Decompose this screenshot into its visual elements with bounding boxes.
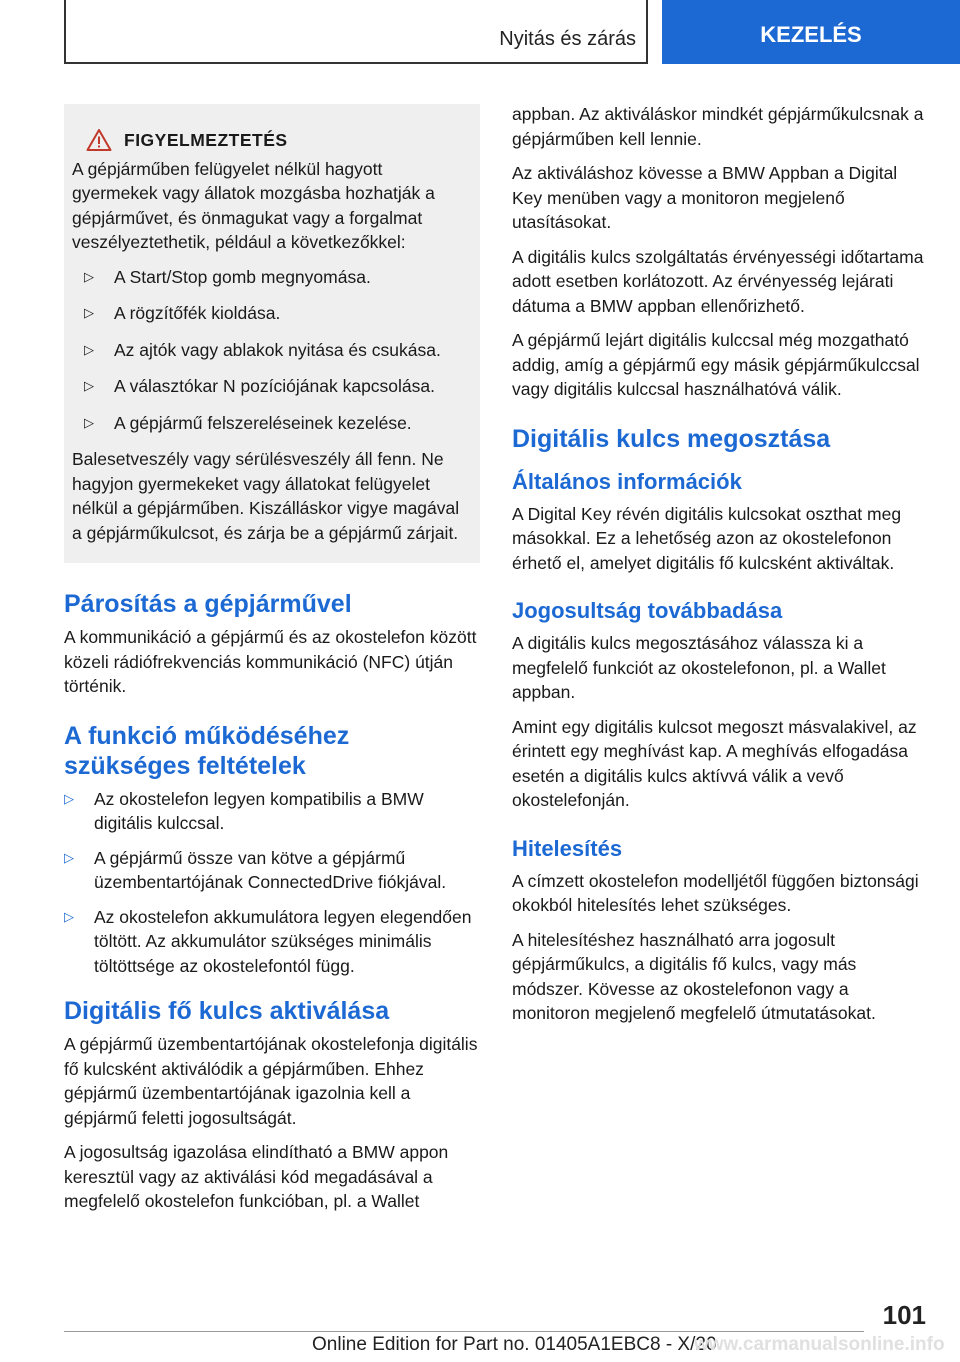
list-item-text: Az okostelefon legyen kompatibilis a BMW digitális kulccsal.	[94, 788, 424, 833]
activation-continued-4: A gépjármű lejárt digitális kulccsal még mozgatható addig, amíg a gépjármű egy másik gépjárműkulccsal vagy digitális kulccsal használhatóvá válik.	[512, 330, 920, 399]
activation-continued-1: appban. Az aktiváláskor mindkét gépjárműkulcsnak a gépjárműben kell lennie.	[512, 104, 924, 149]
chapter-tab[interactable]: KEZELÉS	[662, 0, 960, 64]
page-number: 101	[882, 1300, 926, 1330]
sharing-heading: Digitális kulcs megosztása	[512, 424, 831, 453]
requirements-list	[64, 787, 480, 979]
pairing-heading: Párosítás a gépjárművel	[64, 590, 352, 618]
pairing-text: A kommunikáció a gépjármű és az okostelefon között közeli rádiófrekvenciás kommunikáció (NFC) útján történik.	[64, 627, 477, 696]
triangle-bullet-icon: ▷	[84, 341, 94, 357]
triangle-bullet-icon: ▷	[84, 378, 94, 393]
warning-intro: A gépjárműben felügyelet nélkül hagyott gyermekek vagy állatok mozgásba hozhatják a gépjárművet, és önmagukat vagy a forgalmat veszélyeztethetik, például a következőkkel:	[72, 158, 435, 252]
list-item	[72, 338, 472, 363]
warning-icon	[86, 128, 112, 152]
triangle-bullet-icon: ▷	[84, 414, 94, 430]
triangle-bullet-icon: ▷	[84, 305, 94, 320]
list-item-text: A gépjármű össze van kötve a gépjármű üzembentartójának ConnectedDrive fiókjával.	[94, 847, 447, 892]
warning-box	[64, 104, 480, 563]
forward-paragraph-1: A digitális kulcs megosztásához válassza ki a megfelelő funkciót az okostelefonon, pl. a Wallet appban.	[512, 633, 886, 702]
list-item	[64, 905, 480, 979]
auth-paragraph-1: A címzett okostelefon modelljétől függően biztonsági okokból hitelesítés lehet szükséges.	[512, 870, 919, 915]
requirements-heading: A funkció működéséhez szükséges feltételek	[64, 721, 350, 780]
warning-list	[72, 265, 472, 436]
list-item	[72, 301, 472, 326]
list-item	[64, 846, 480, 895]
list-item-text: A választókar N pozíciójának kapcsolása.	[114, 376, 435, 396]
right-column	[512, 102, 928, 1036]
list-item-text: A Start/Stop gomb megnyomása.	[114, 266, 371, 287]
watermark: www.carmanualsonline.info	[694, 1334, 945, 1355]
general-info-text: A Digital Key révén digitális kulcsokat oszthat meg másokkal. Ez a lehetőség azon az okostelefonon érhető el, amelyet digitális fő kulcsként aktiváltak.	[512, 503, 902, 573]
list-item	[64, 787, 480, 836]
list-item-text: A rögzítőfék kioldása.	[114, 303, 281, 323]
list-item-text: Az ajtók vagy ablakok nyitása és csukása.	[114, 339, 441, 360]
list-item	[72, 411, 472, 436]
footer-divider	[64, 1331, 864, 1332]
general-info-heading: Általános információk	[512, 468, 742, 494]
triangle-bullet-icon: ▷	[64, 849, 74, 865]
warning-outro: Balesetveszély vagy sérülésveszély áll fenn. Ne hagyjon gyermekeket vagy állatokat felügyelet nélkül a gépjárműben. Kiszálláskor vigye magával a gépjárműkulcsot, és zárja be a gépjármű zárjait.	[72, 449, 460, 543]
left-column	[64, 104, 480, 1224]
triangle-bullet-icon: ▷	[64, 790, 74, 806]
forward-paragraph-2: Amint egy digitális kulcsot megoszt másvalakivel, az érintett egy meghívást kap. A meghívás elfogadása esetén a digitális kulcs aktívvá válik a vevő okostelefonján.	[512, 716, 917, 810]
activation-paragraph-1: A gépjármű üzembentartójának okostelefonja digitális fő kulcsként aktiválódik a gépjárműben. Ehhez gépjármű üzembentartójának igazolnia kell a gépjármű feletti jogosultságát.	[64, 1034, 478, 1128]
auth-heading: Hitelesítés	[512, 835, 623, 861]
activation-paragraph-2: A jogosultság igazolása elindítható a BMW appon keresztül vagy az aktiválási kód megadásával a megfelelő okostelefon funkcióban, pl. a Wallet	[64, 1142, 449, 1211]
list-item	[72, 265, 472, 290]
activation-continued-3: A digitális kulcs szolgáltatás érvényességi időtartama adott esetben korlátozott. Az érvényesség lejárati dátuma a BMW appban ellenőrizhető.	[512, 246, 924, 316]
activation-heading: Digitális fő kulcs aktiválása	[64, 997, 390, 1025]
auth-paragraph-2: A hitelesítéshez használható arra jogosult gépjárműkulcs, a digitális fő kulcs, vagy más módszer. Kövesse az okostelefonon vagy a monitoron megjelenő megfelelő útmutatásokat.	[512, 929, 876, 1023]
triangle-bullet-icon: ▷	[84, 268, 94, 284]
forward-heading: Jogosultság továbbadása	[512, 598, 783, 623]
list-item-text: A gépjármű felszereléseinek kezelése.	[114, 412, 412, 433]
warning-title-text: FIGYELMEZTETÉS	[124, 130, 288, 150]
activation-continued-2: Az aktiváláshoz kövesse a BMW Appban a Digital Key menüben vagy a monitoron megjelenő utasításokat.	[512, 163, 898, 232]
triangle-bullet-icon: ▷	[64, 908, 74, 924]
section-title: Nyitás és zárás	[499, 28, 636, 50]
list-item	[72, 374, 472, 399]
list-item-text: Az okostelefon akkumulátora legyen elegendően töltött. Az akkumulátor szükséges minimális töltöttsége az okostelefontól függ.	[94, 906, 472, 976]
warning-title	[72, 128, 472, 153]
edition-text: Online Edition for Part no. 01405A1EBC8 - X/20	[312, 1334, 717, 1355]
